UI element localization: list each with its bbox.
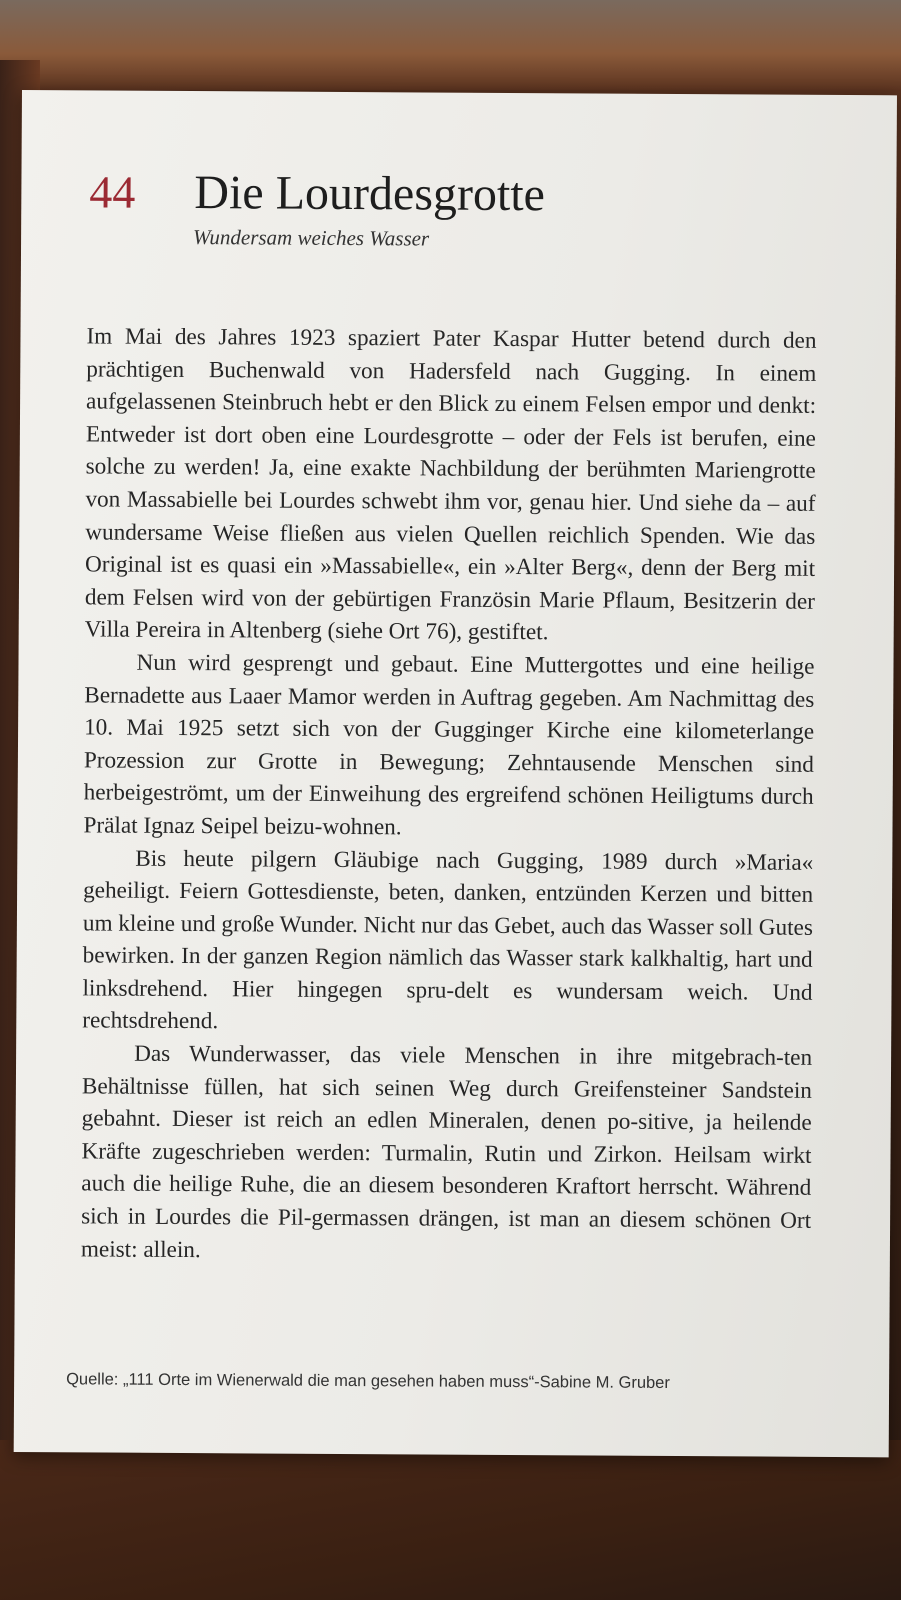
paragraph: Im Mai des Jahres 1923 spaziert Pater Kaspar Hutter betend durch den prächtigen Buchenwald von Hadersfeld nach Gugging. In einem aufgelassenen Steinbruch hebt er den Blick zu einem Felsen empor und denkt: Entweder ist dort oben eine Lourdesgrotte – oder der Fels ist berufen, eine solche zu werden! Ja, eine exakte Nachbildung der berühmten Mariengrotte von Massabielle bei Lourdes schwebt ihm vor, genau hier. Und siehe da – auf wundersame Weise fließen aus vielen Quellen reichlich Spenden. Wie das Original ist es quasi ein »Massabielle«, ein »Alter Berg«, denn der Berg mit dem Felsen wird von der gebürtigen Französin Marie Pflaum, Besitzerin der Villa Pereira in Altenberg (siehe Ort 76), gestiftet. xyxy=(84,323,817,646)
body-text xyxy=(81,320,817,1270)
book-page xyxy=(14,90,897,1457)
background-wall xyxy=(0,0,901,90)
page-subtitle: Wundersam weiches Wasser xyxy=(193,225,430,251)
paragraph: Nun wird gesprengt und gebaut. Eine Muttergottes und eine heilige Bernadette aus Laaer Mamor werden in Auftrag gegeben. Am Nachmittag des 10. Mai 1925 setzt sich von der Gugginger Kirche eine kilometerlange Prozession zur Grotte in Bewegung; Zehntausende Menschen sind herbeigeströmt, um der Einweihung des ergreifend schönen Heiligtums durch Prälat Ignaz Seipel beizu-wohnen. xyxy=(83,649,815,841)
paragraph: Bis heute pilgern Gläubige nach Gugging, 1989 durch »Maria« geheiligt. Feiern Gottesdienste, beten, danken, entzünden Kerzen und bitten um kleine und große Wunder. Nicht nur das Gebet, auch das Wasser soll Gutes bewirken. In der ganzen Region nämlich das Wasser stark kalkhaltig, hart und linksdrehend. Hier hingegen spru-delt es wundersam weich. Und rechtsdrehend. xyxy=(82,845,814,1035)
source-citation: Quelle: „111 Orte im Wienerwald die man gesehen haben muss“-Sabine M. Gruber xyxy=(66,1370,670,1392)
background-table xyxy=(0,1440,901,1600)
chapter-number: 44 xyxy=(89,166,136,218)
page-title: Die Lourdesgrotte xyxy=(194,166,546,222)
page-header xyxy=(89,162,849,227)
paragraph: Das Wunderwasser, das viele Menschen in ihre mitgebrach-ten Behältnisse füllen, hat sich seinen Weg durch Greifensteiner Sandstein gebahnt. Dieser ist reich an edlen Mineralen, denen po-sitive, ja heilende Kräfte zugeschrieben werden: Turmalin, Rutin und Zirkon. Heilsam wirkt auch die heilige Ruhe, die an diesem besonderen Kraftort herrscht. Während sich in Lourdes die Pil-germassen drängen, ist man an diesem schönen Ort meist: allein. xyxy=(80,1040,813,1263)
